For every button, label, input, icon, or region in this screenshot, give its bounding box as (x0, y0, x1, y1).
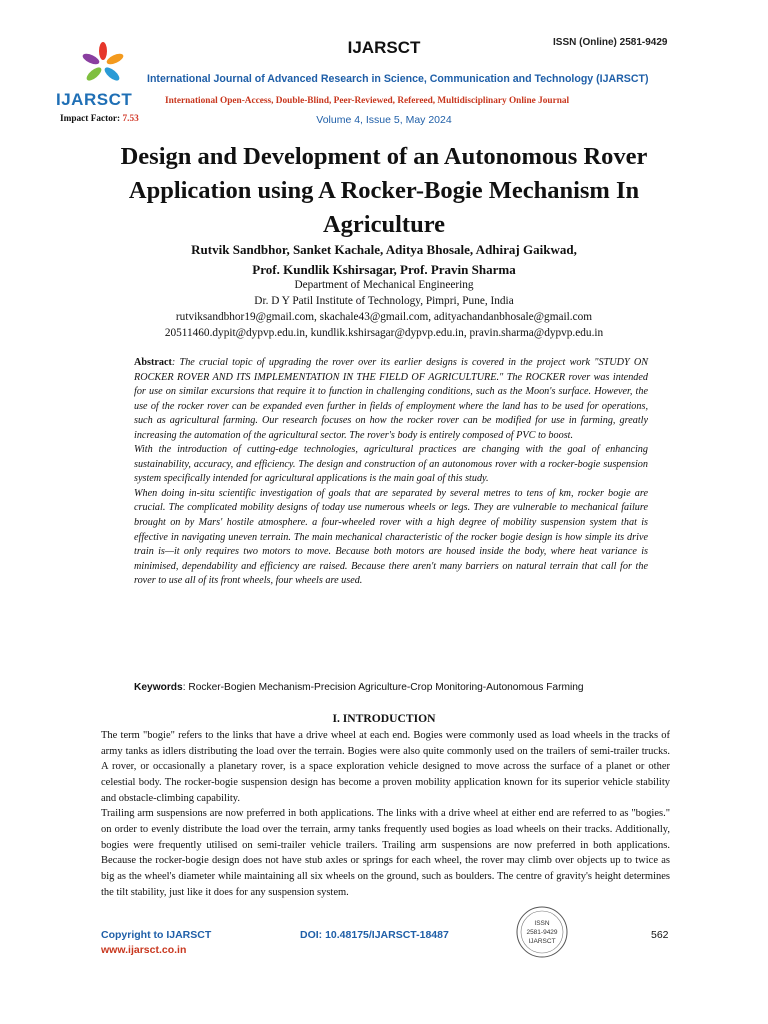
volume-issue: Volume 4, Issue 5, May 2024 (316, 114, 452, 126)
authors-line-2: Prof. Kundlik Kshirsagar, Prof. Pravin Sharma (252, 262, 516, 277)
impact-label: Impact Factor: (60, 114, 123, 124)
institute: Dr. D Y Patil Institute of Technology, Pimpri, Pune, India (254, 295, 514, 307)
abstract-paragraph-3: When doing in-situ scientific investigation of goals that are separated by several metres to tens of km, rocker bogie are crucial. The complicated mobility designs of today use numerous wheels or legs. They are vulnerable to mechanical failure brought on by Mars' hostile atmosphere. a four-wheeled rover with a high degree of mobility suspension system that is effective in navigating uneven terrain. The main mechanical characteristic of the rocker bogie design is how simple its drive train is—it only requires two motors to move. Because both motors are housed inside the body, where heat variance is minimised, dependability and efficiency are raised. Because there aren't many barriers on natural terrain that call for the rover to use all of its front wheels, four wheels are used. (134, 487, 648, 587)
abstract-paragraph-2: With the introduction of cutting-edge technologies, agricultural practices are changing with the goal of enhancing sustainability, accuracy, and efficiency. The design and construction of an autonomous rover with a rocker-bogie suspension system specifically intended for agricultural applications is the main goal of this study. (134, 444, 648, 485)
impact-value: 7.53 (122, 114, 139, 124)
authors-line-1: Rutvik Sandbhor, Sanket Kachale, Aditya Bhosale, Adhiraj Gaikwad, (191, 242, 577, 257)
abstract-label: Abstract (134, 357, 172, 368)
department: Department of Mechanical Engineering (294, 279, 474, 291)
journal-subtitle: International Open-Access, Double-Blind, Peer-Reviewed, Refereed, Multidisciplinary Online Journal (165, 96, 570, 106)
paper-title: Design and Development of an Autonomous Rover Application using A Rocker-Bogie Mechanism In Agriculture (120, 143, 648, 238)
keywords-text: : Rocker-Bogien Mechanism-Precision Agriculture-Crop Monitoring-Autonomous Farming (182, 682, 584, 693)
emails-line-1: rutviksandbhor19@gmail.com, skachale43@gmail.com, adityachandanbhosale@gmail.com (175, 311, 593, 323)
logo-text: IJARSCT (56, 90, 133, 109)
journal-abbreviation: IJARSCT (347, 38, 421, 57)
issn-online: ISSN (Online) 2581-9429 (553, 37, 668, 48)
introduction-body (101, 728, 670, 900)
page-number: 562 (651, 929, 669, 941)
journal-full-name: International Journal of Advanced Research in Science, Communication and Technology (IJARSCT) (147, 73, 649, 85)
stamp-line-2: 2581-9429 (526, 929, 558, 936)
stamp-line-1: ISSN (534, 920, 550, 927)
section-heading-introduction: I. INTRODUCTION (332, 712, 436, 725)
abstract-text-1: : The crucial topic of upgrading the rover over its earlier designs is covered in the project work "STUDY ON ROCKER ROVER AND ITS IMPLEMENTATION IN THE FIELD OF AGRICULTURE." The ROCKER rover was intended for use on similar excursions that require it to function in challenging conditions, such as the Moon's surface. However, the use of the rocker rover can be expanded even further in fields of employment where the land has to be used for operations, such as agricultural farming. Our research focuses on how the rocker rover can be modified for use in farming, greatly increasing the automation of the agricultural sector. The rover's body is entirely composed of PVC to boost. (134, 357, 648, 441)
intro-paragraph-2: Trailing arm suspensions are now preferred in both applications. The links with a drive wheel at either end are referred to as "bogies." on order to evenly distribute the load over the terrain, army tanks frequently used bogies as load wheels on their tracks. Additionally, bogies were frequently utilised on semi-trailer vehicle trailers. Trailing arm suspensions are now preferred in both applications. Because the rocker-bogie design does not have stub axles or springs for each wheel, the rover may climb over objects up to twice as big as the wheel's diameter while maintaining all six wheels on the ground, such as boulders. The centre of gravity's height determines the tilt stability, just like it does for any suspension system. (101, 808, 670, 898)
emails-line-2: 20511460.dypit@dypvp.edu.in, kundlik.kshirsagar@dypvp.edu.in, pravin.sharma@dypvp.edu.in (164, 327, 604, 339)
stamp-line-3: IJARSCT (528, 938, 556, 945)
issn-stamp (515, 905, 569, 959)
abstract (134, 356, 648, 589)
website-link[interactable]: www.ijarsct.co.in (101, 944, 187, 956)
copyright: Copyright to IJARSCT (101, 929, 212, 941)
keywords-label: Keywords (134, 682, 183, 693)
intro-paragraph-1: The term "bogie" refers to the links that have a drive wheel at each end. Bogies were commonly used as load wheels in the tracks of army tanks as idlers distributing the load over the terrain. Bogies were also quite commonly used on the trailers of semi-trailer trucks. A rover, or occasionally a planetary rover, is a space exploration vehicle designed to move across the surface of a planet or other celestial body. The rocker-bogie suspension design has become a proven mobility application known for its superior vehicle stability and obstacle-climbing capability. (101, 730, 670, 804)
doi: DOI: 10.48175/IJARSCT-18487 (300, 929, 449, 941)
keywords (134, 682, 584, 693)
abstract-paragraph-1 (134, 356, 648, 443)
